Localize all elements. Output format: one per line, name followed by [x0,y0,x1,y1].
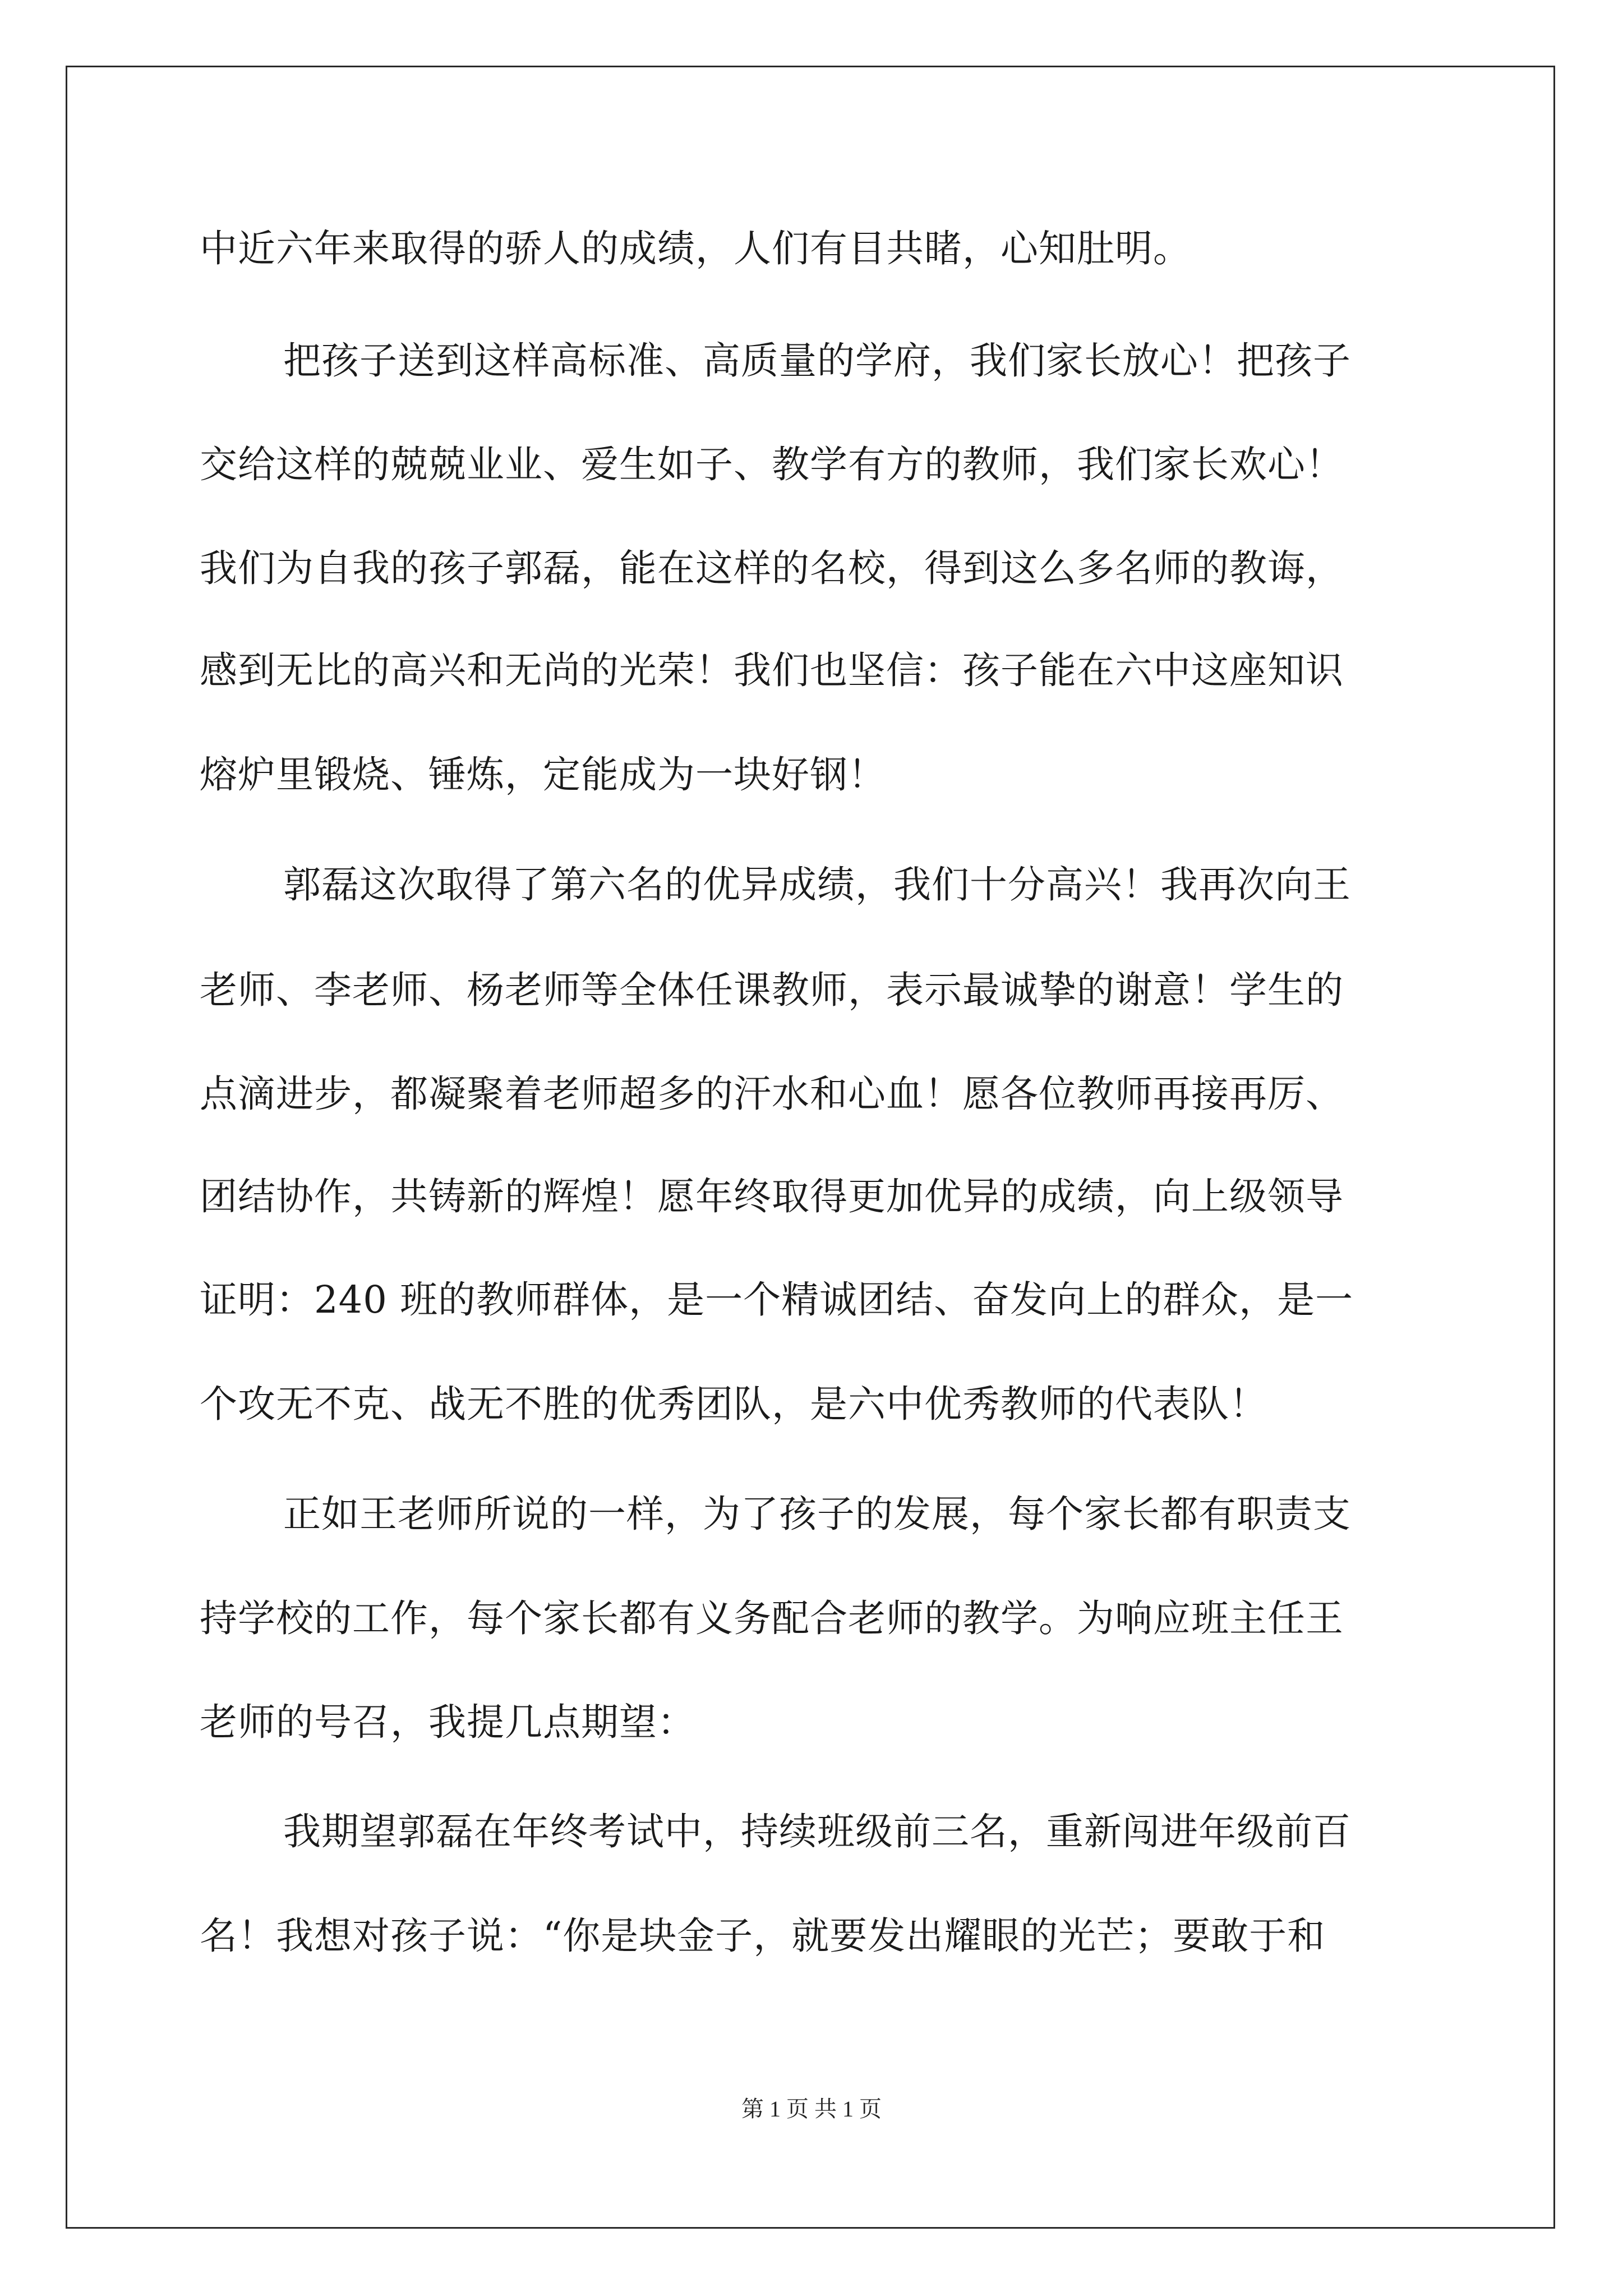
text-line-4: 我们为自我的孩子郭磊，能在这样的名校，得到这么多名师的教诲， [200,546,1344,590]
text-line-3: 交给这样的兢兢业业、爱生如子、教学有方的教师，我们家长欢心！ [200,443,1344,486]
text-line-15: 老师的号召，我提几点期望： [200,1700,695,1744]
text-line-9: 点滴进步，都凝聚着老师超多的汗水和心血！愿各位教师再接再厉、 [200,1072,1344,1116]
text-line-10: 团结协作，共铸新的辉煌！愿年终取得更加优异的成绩，向上级领导 [200,1175,1344,1218]
text-line-1: 中近六年来取得的骄人的成绩，人们有目共睹，心知肚明。 [200,227,1191,270]
text-line-2: 把孩子送到这样高标准、高质量的学府，我们家长放心！把孩子 [283,339,1351,383]
text-line-8: 老师、李老师、杨老师等全体任课教师，表示最诚挚的谢意！学生的 [200,968,1344,1012]
text-line-17: 名！我想对孩子说：“你是块金子，就要发出耀眼的光芒；要敢于和 [200,1914,1326,1958]
text-line-16: 我期望郭磊在年终考试中，持续班级前三名，重新闯进年级前百 [283,1810,1351,1853]
page-footer: 第 1 页 共 1 页 [741,2096,882,2122]
text-line-6: 熔炉里锻烧、锤炼，定能成为一块好钢！ [200,753,886,797]
text-line-7: 郭磊这次取得了第六名的优异成绩，我们十分高兴！我再次向王 [283,863,1351,907]
text-line-14: 持学校的工作，每个家长都有义务配合老师的教学。为响应班主任王 [200,1596,1344,1640]
text-line-11: 证明：240 班的教师群体，是一个精诚团结、奋发向上的群众，是一 [200,1278,1354,1322]
text-line-5: 感到无比的高兴和无尚的光荣！我们也坚信：孩子能在六中这座知识 [200,648,1344,692]
page-border [66,66,1555,2229]
text-line-13: 正如王老师所说的一样，为了孩子的发展，每个家长都有职责支 [283,1492,1351,1536]
text-line-12: 个攻无不克、战无不胜的优秀团队，是六中优秀教师的代表队！ [200,1382,1267,1426]
